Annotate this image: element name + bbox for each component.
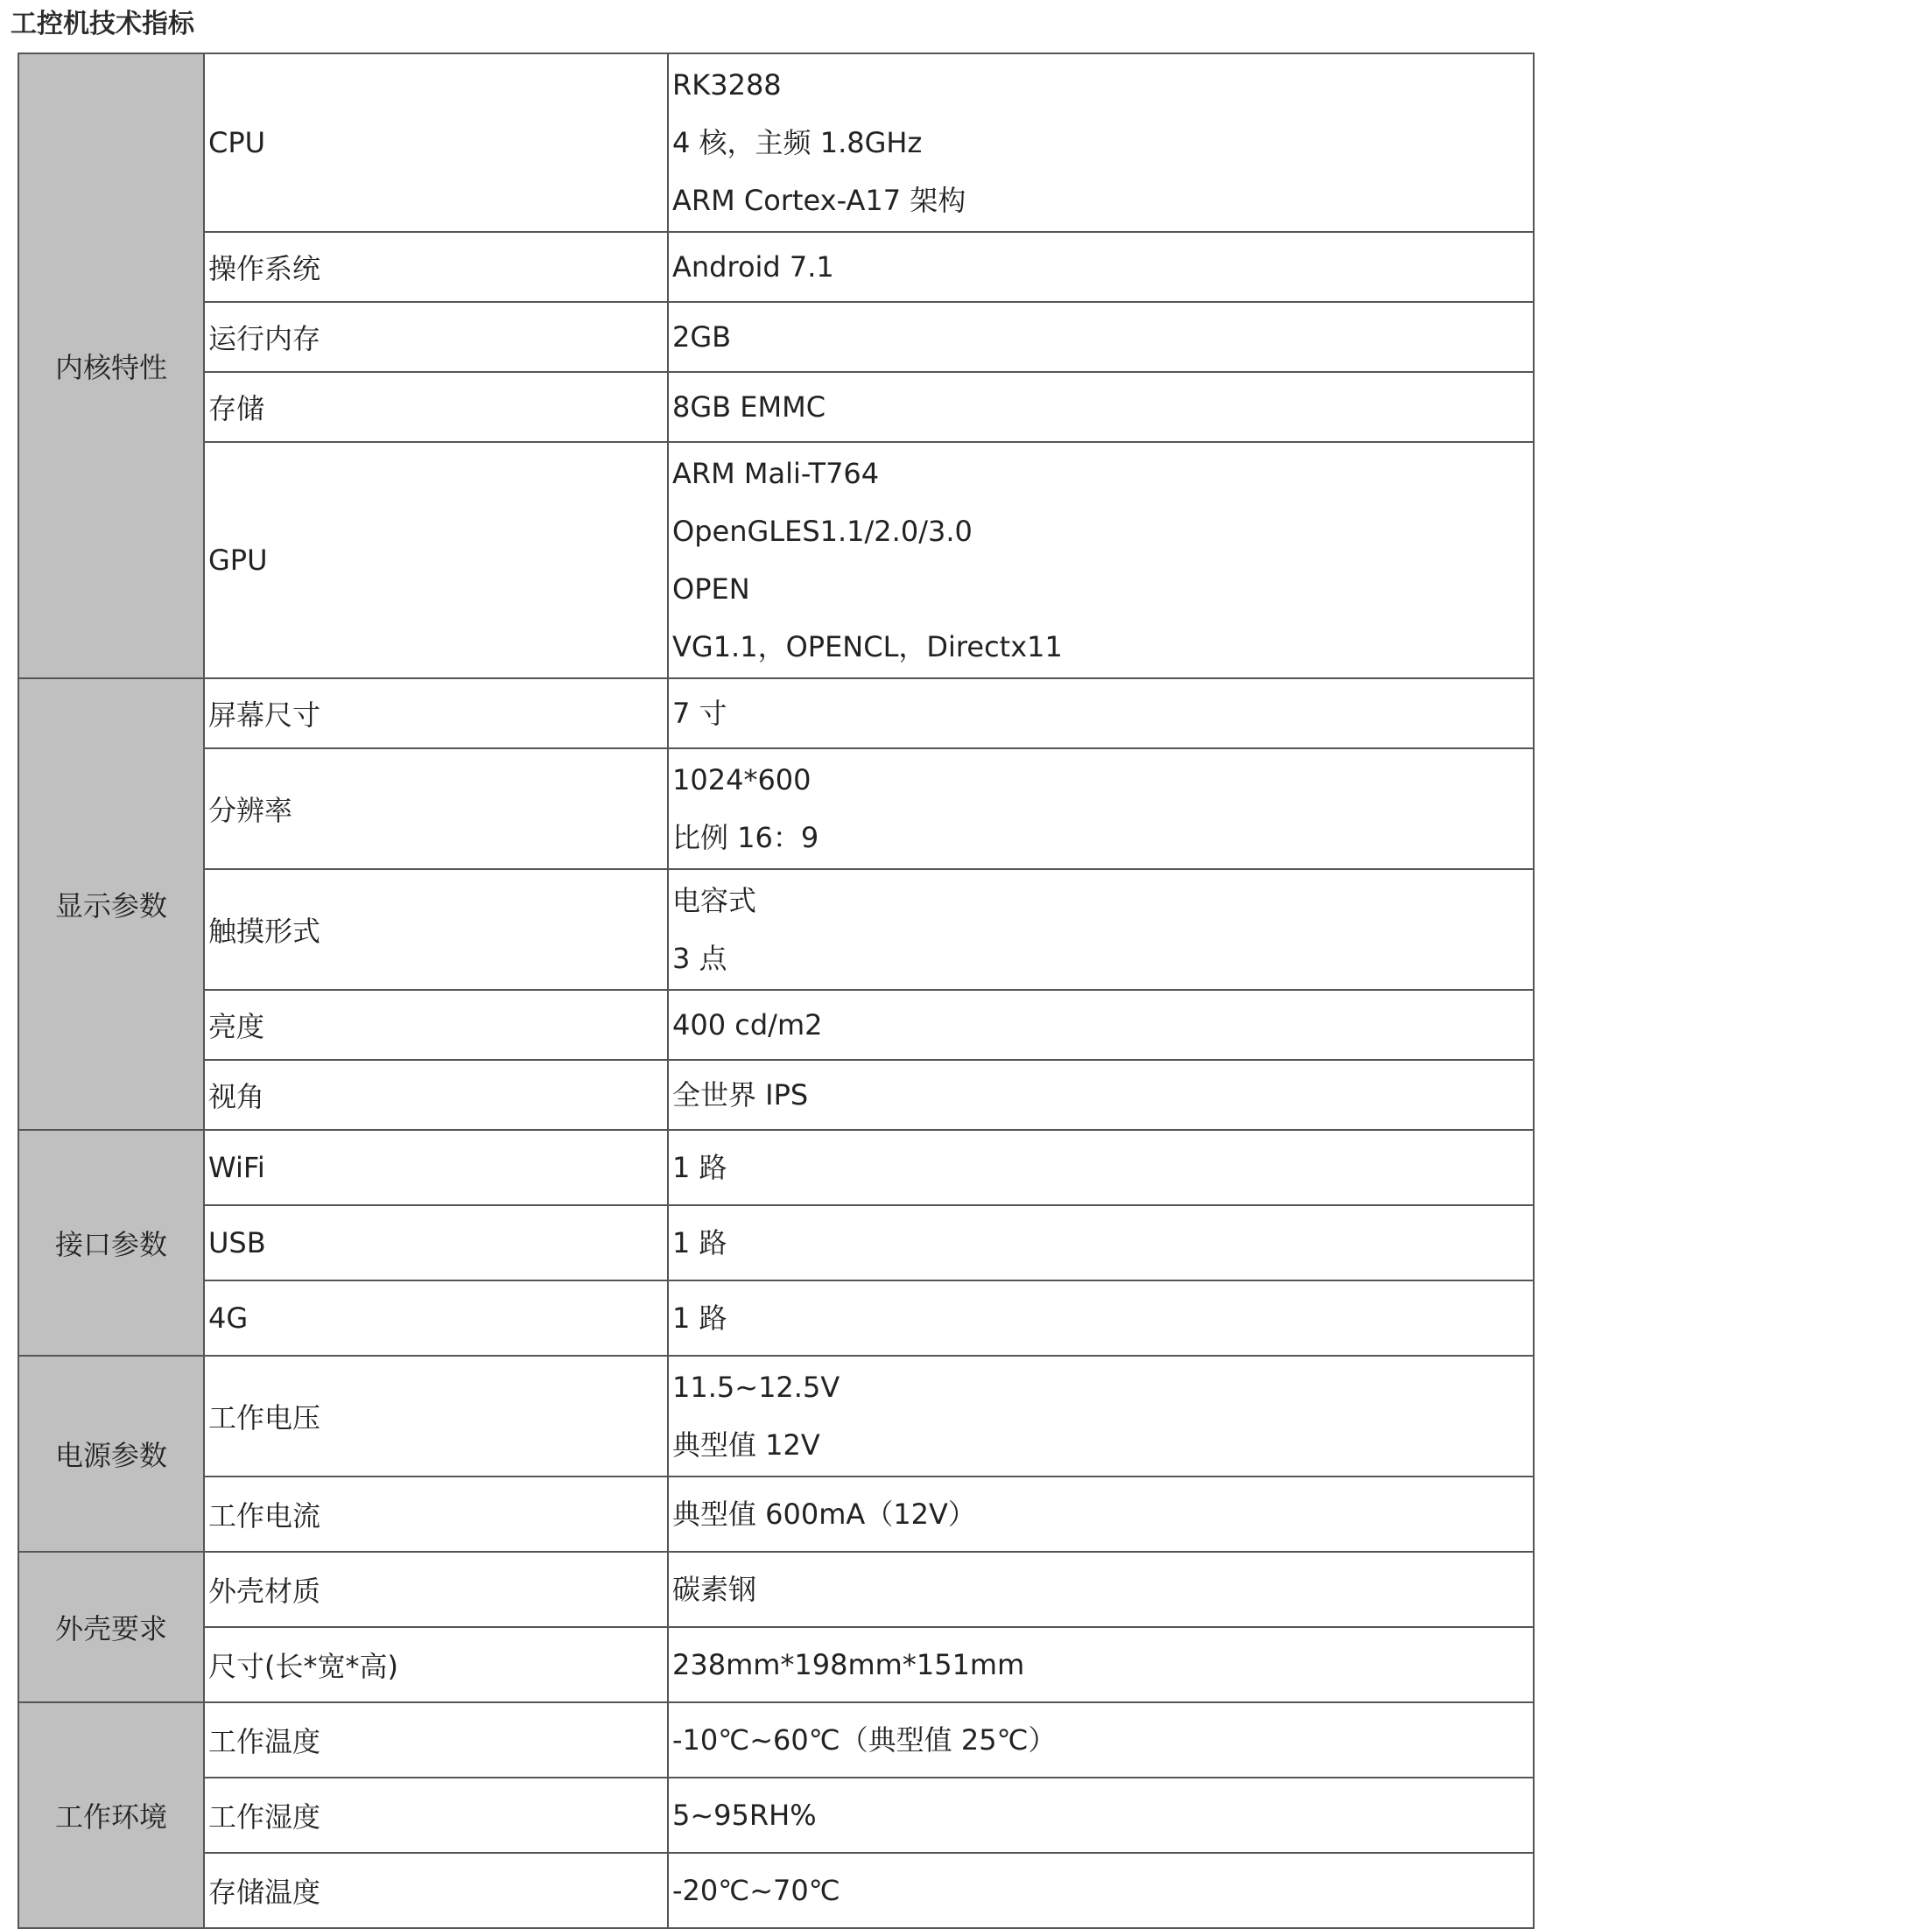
spec-name-cell: 工作电流	[204, 1477, 668, 1552]
spec-value-line: 典型值 600mA（12V）	[672, 1498, 976, 1531]
spec-name-cell: 运行内存	[204, 302, 668, 372]
spec-value-cell	[668, 869, 1534, 990]
category-cell: 内核特性	[18, 53, 204, 678]
spec-name-cell: 触摸形式	[204, 869, 668, 990]
spec-row	[18, 1853, 1534, 1928]
spec-value-line: 典型值 12V	[672, 1428, 820, 1462]
spec-value-line: ARM Cortex-A17 架构	[672, 184, 966, 217]
spec-value-cell	[668, 1130, 1534, 1205]
spec-name-cell: 工作湿度	[204, 1778, 668, 1853]
category-cell: 显示参数	[18, 678, 204, 1130]
spec-name-cell: 分辨率	[204, 748, 668, 869]
spec-name-cell: 4G	[204, 1280, 668, 1356]
category-cell: 电源参数	[18, 1356, 204, 1552]
spec-row	[18, 232, 1534, 302]
spec-value-line: 碳素钢	[672, 1573, 757, 1606]
category-cell: 接口参数	[18, 1130, 204, 1356]
spec-name-cell: 外壳材质	[204, 1552, 668, 1627]
spec-value-cell	[668, 1205, 1534, 1280]
spec-row	[18, 1060, 1534, 1130]
spec-value-cell	[668, 990, 1534, 1060]
spec-row	[18, 1627, 1534, 1702]
spec-name-cell: 视角	[204, 1060, 668, 1130]
spec-name-cell: USB	[204, 1205, 668, 1280]
spec-value-line: 3 点	[672, 942, 727, 975]
spec-value-line: 电容式	[672, 884, 757, 917]
spec-value-cell	[668, 748, 1534, 869]
spec-name-cell: 亮度	[204, 990, 668, 1060]
page-title: 工控机技术指标	[11, 9, 194, 39]
spec-value-line: 2GB	[672, 320, 732, 354]
spec-row	[18, 1702, 1534, 1778]
spec-value-cell	[668, 678, 1534, 748]
spec-value-line: 400 cd/m2	[672, 1008, 823, 1042]
spec-row	[18, 372, 1534, 442]
spec-value-line: OPEN	[672, 572, 750, 606]
spec-row	[18, 302, 1534, 372]
spec-value-line: 5~95RH%	[672, 1799, 817, 1832]
spec-name-cell: 操作系统	[204, 232, 668, 302]
spec-value-line: OpenGLES1.1/2.0/3.0	[672, 515, 973, 548]
spec-value-cell	[668, 53, 1534, 232]
spec-row	[18, 678, 1534, 748]
spec-value-line: -20℃~70℃	[672, 1874, 840, 1907]
spec-name-cell: 屏幕尺寸	[204, 678, 668, 748]
spec-row	[18, 869, 1534, 990]
spec-row	[18, 442, 1534, 678]
spec-value-line: 比例 16：9	[672, 821, 819, 854]
spec-value-cell	[668, 442, 1534, 678]
spec-name-cell: CPU	[204, 53, 668, 232]
spec-table	[18, 53, 1535, 1929]
spec-value-line: -10℃~60℃（典型值 25℃）	[672, 1723, 1057, 1757]
category-cell: 外壳要求	[18, 1552, 204, 1702]
spec-value-cell	[668, 232, 1534, 302]
spec-row	[18, 1552, 1534, 1627]
spec-row	[18, 1130, 1534, 1205]
spec-row	[18, 990, 1534, 1060]
spec-value-line: 1 路	[672, 1151, 727, 1184]
spec-value-line: 1024*600	[672, 763, 811, 796]
spec-row	[18, 1778, 1534, 1853]
spec-value-line: ARM Mali-T764	[672, 457, 880, 490]
spec-value-cell	[668, 1552, 1534, 1627]
category-cell: 工作环境	[18, 1702, 204, 1928]
spec-value-line: 4 核，主频 1.8GHz	[672, 126, 923, 159]
spec-row	[18, 1356, 1534, 1477]
spec-value-line: 1 路	[672, 1301, 727, 1335]
spec-value-line: 7 寸	[672, 697, 727, 730]
spec-name-cell: 尺寸(长*宽*高)	[204, 1627, 668, 1702]
spec-value-cell	[668, 1853, 1534, 1928]
spec-value-line: RK3288	[672, 68, 782, 102]
spec-name-cell: 存储温度	[204, 1853, 668, 1928]
spec-value-cell	[668, 1477, 1534, 1552]
spec-value-cell	[668, 372, 1534, 442]
spec-row	[18, 748, 1534, 869]
spec-value-cell	[668, 1778, 1534, 1853]
spec-name-cell: WiFi	[204, 1130, 668, 1205]
spec-value-line: 1 路	[672, 1226, 727, 1259]
spec-value-cell	[668, 302, 1534, 372]
spec-row	[18, 1205, 1534, 1280]
spec-value-cell	[668, 1627, 1534, 1702]
spec-row	[18, 1477, 1534, 1552]
spec-value-line: 11.5~12.5V	[672, 1371, 840, 1404]
spec-name-cell: 存储	[204, 372, 668, 442]
spec-row	[18, 1280, 1534, 1356]
spec-row	[18, 53, 1534, 232]
spec-name-cell: GPU	[204, 442, 668, 678]
spec-value-cell	[668, 1356, 1534, 1477]
spec-value-line: 全世界 IPS	[672, 1078, 809, 1112]
spec-value-line: 8GB EMMC	[672, 390, 826, 424]
spec-value-cell	[668, 1280, 1534, 1356]
spec-value-cell	[668, 1060, 1534, 1130]
spec-value-line: VG1.1，OPENCL，Directx11	[672, 630, 1063, 663]
spec-value-cell	[668, 1702, 1534, 1778]
spec-value-line: Android 7.1	[672, 250, 834, 284]
spec-value-line: 238mm*198mm*151mm	[672, 1648, 1025, 1681]
spec-name-cell: 工作温度	[204, 1702, 668, 1778]
spec-name-cell: 工作电压	[204, 1356, 668, 1477]
